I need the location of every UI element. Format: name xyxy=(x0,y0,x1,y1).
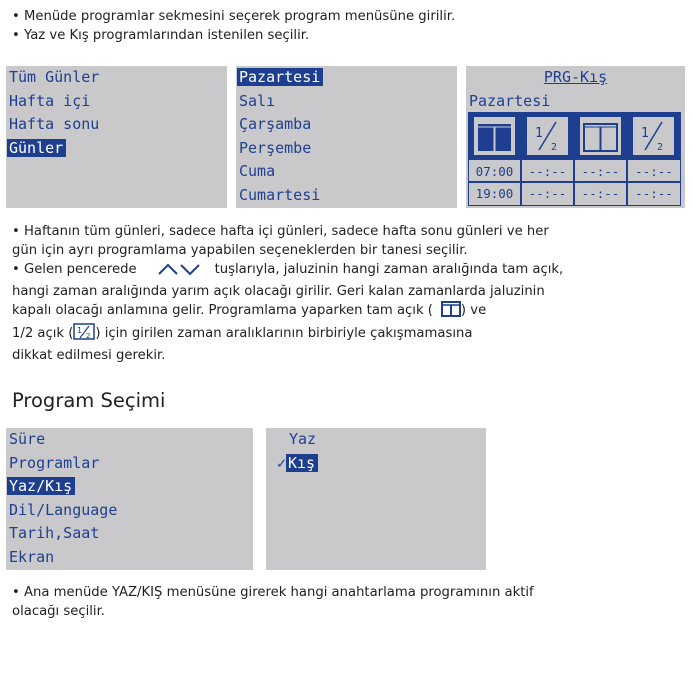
full-open-icon xyxy=(580,117,621,155)
svg-text:2: 2 xyxy=(86,332,91,340)
text-line-with-icon: 1/2 açık ( 1 2 ) için girilen zaman aralıklarının birbiriyle çakışmamasına xyxy=(12,323,563,346)
lcd-item-selected[interactable]: Kış xyxy=(286,454,318,472)
program-schedule-grid xyxy=(468,112,681,206)
program-day: Pazartesi xyxy=(469,91,551,110)
lcd-item[interactable]: Yaz xyxy=(289,430,317,448)
time-end[interactable]: 19:00 xyxy=(475,186,514,201)
lcd-item[interactable]: Ekran xyxy=(9,547,55,566)
text-line: olacağı seçilir. xyxy=(12,604,106,619)
intro-paragraph xyxy=(12,7,455,45)
time-empty[interactable]: --:-- xyxy=(528,164,567,179)
lcd-season xyxy=(266,428,486,570)
svg-text:1: 1 xyxy=(77,326,83,335)
text-line-with-icon: kapalı olacağı anlamına gelir. Programlama yaparken tam açık ( ) ve xyxy=(12,301,563,323)
text-line: • Haftanın tüm günleri, sadece hafta içi günleri, sadece hafta sonu günleri ve her xyxy=(12,224,549,239)
lcd-item[interactable]: Programlar xyxy=(9,453,100,472)
lcd-item[interactable]: Dil/Language xyxy=(9,500,118,519)
time-empty[interactable]: --:-- xyxy=(635,164,673,179)
lcd-item[interactable]: Salı xyxy=(239,91,276,110)
section-title: Program Seçimi xyxy=(12,389,166,412)
check-icon: ✓ xyxy=(276,453,286,472)
program-title: PRG-Kış xyxy=(543,68,608,86)
lcd-item-selected[interactable]: Pazartesi xyxy=(237,68,323,86)
lcd-item[interactable]: Süre xyxy=(9,430,46,448)
lcd-item[interactable]: Tüm Günler xyxy=(9,68,100,86)
text-line-with-arrows: • Gelen pencerede tuşlarıyla, jaluzinin hangi zaman aralığında tam açık, xyxy=(12,260,563,282)
text-line: gün için ayrı programlama yapabilen seçeneklerden bir tanesi seçilir. xyxy=(12,243,468,258)
time-start[interactable]: 07:00 xyxy=(475,164,514,179)
time-empty[interactable]: --:-- xyxy=(635,186,673,201)
svg-text:1: 1 xyxy=(535,126,543,141)
svg-text:1: 1 xyxy=(641,126,649,141)
lcd-day-groups xyxy=(6,66,227,208)
lcd-item[interactable]: Cumartesi xyxy=(239,185,321,204)
text-line: dikkat edilmesi gerekir. xyxy=(12,348,166,363)
lcd-item[interactable]: Cuma xyxy=(239,162,276,181)
lcd-item[interactable]: Tarih,Saat xyxy=(9,524,100,543)
intro-line-1: • Menüde programlar sekmesini seçerek program menüsüne girilir. xyxy=(12,9,456,24)
lcd-main-menu xyxy=(6,428,253,570)
time-empty[interactable]: --:-- xyxy=(581,164,620,179)
lcd-item[interactable]: Hafta sonu xyxy=(9,115,100,134)
lcd-item[interactable]: Perşembe xyxy=(239,138,312,157)
text-line: hangi zaman aralığında yarım açık olacağı girilir. Geri kalan zamanlarda jaluzinin xyxy=(12,284,545,299)
lcd-item[interactable]: Hafta içi xyxy=(9,91,91,110)
half-open-icon xyxy=(633,117,674,155)
time-empty[interactable]: --:-- xyxy=(581,186,620,201)
text-line: • Ana menüde YAZ/KIŞ menüsüne girerek hangi anahtarlama programının aktif xyxy=(12,585,534,600)
lcd-item[interactable]: Çarşamba xyxy=(239,115,312,134)
arrow-up-icon xyxy=(157,262,179,282)
instructions-paragraph xyxy=(12,222,563,365)
half-open-icon xyxy=(73,323,95,346)
full-open-icon xyxy=(441,301,461,323)
half-open-icon xyxy=(527,117,568,155)
svg-text:2: 2 xyxy=(657,142,664,153)
arrow-down-icon xyxy=(179,262,201,282)
season-paragraph xyxy=(12,583,534,621)
lcd-weekdays xyxy=(236,66,457,208)
full-open-icon xyxy=(474,117,515,155)
svg-text:2: 2 xyxy=(551,142,558,153)
intro-line-2: • Yaz ve Kış programlarından istenilen seçilir. xyxy=(12,28,310,43)
lcd-item-selected[interactable]: Yaz/Kış xyxy=(7,477,75,495)
time-empty[interactable]: --:-- xyxy=(528,186,567,201)
lcd-item-selected[interactable]: Günler xyxy=(7,139,66,157)
